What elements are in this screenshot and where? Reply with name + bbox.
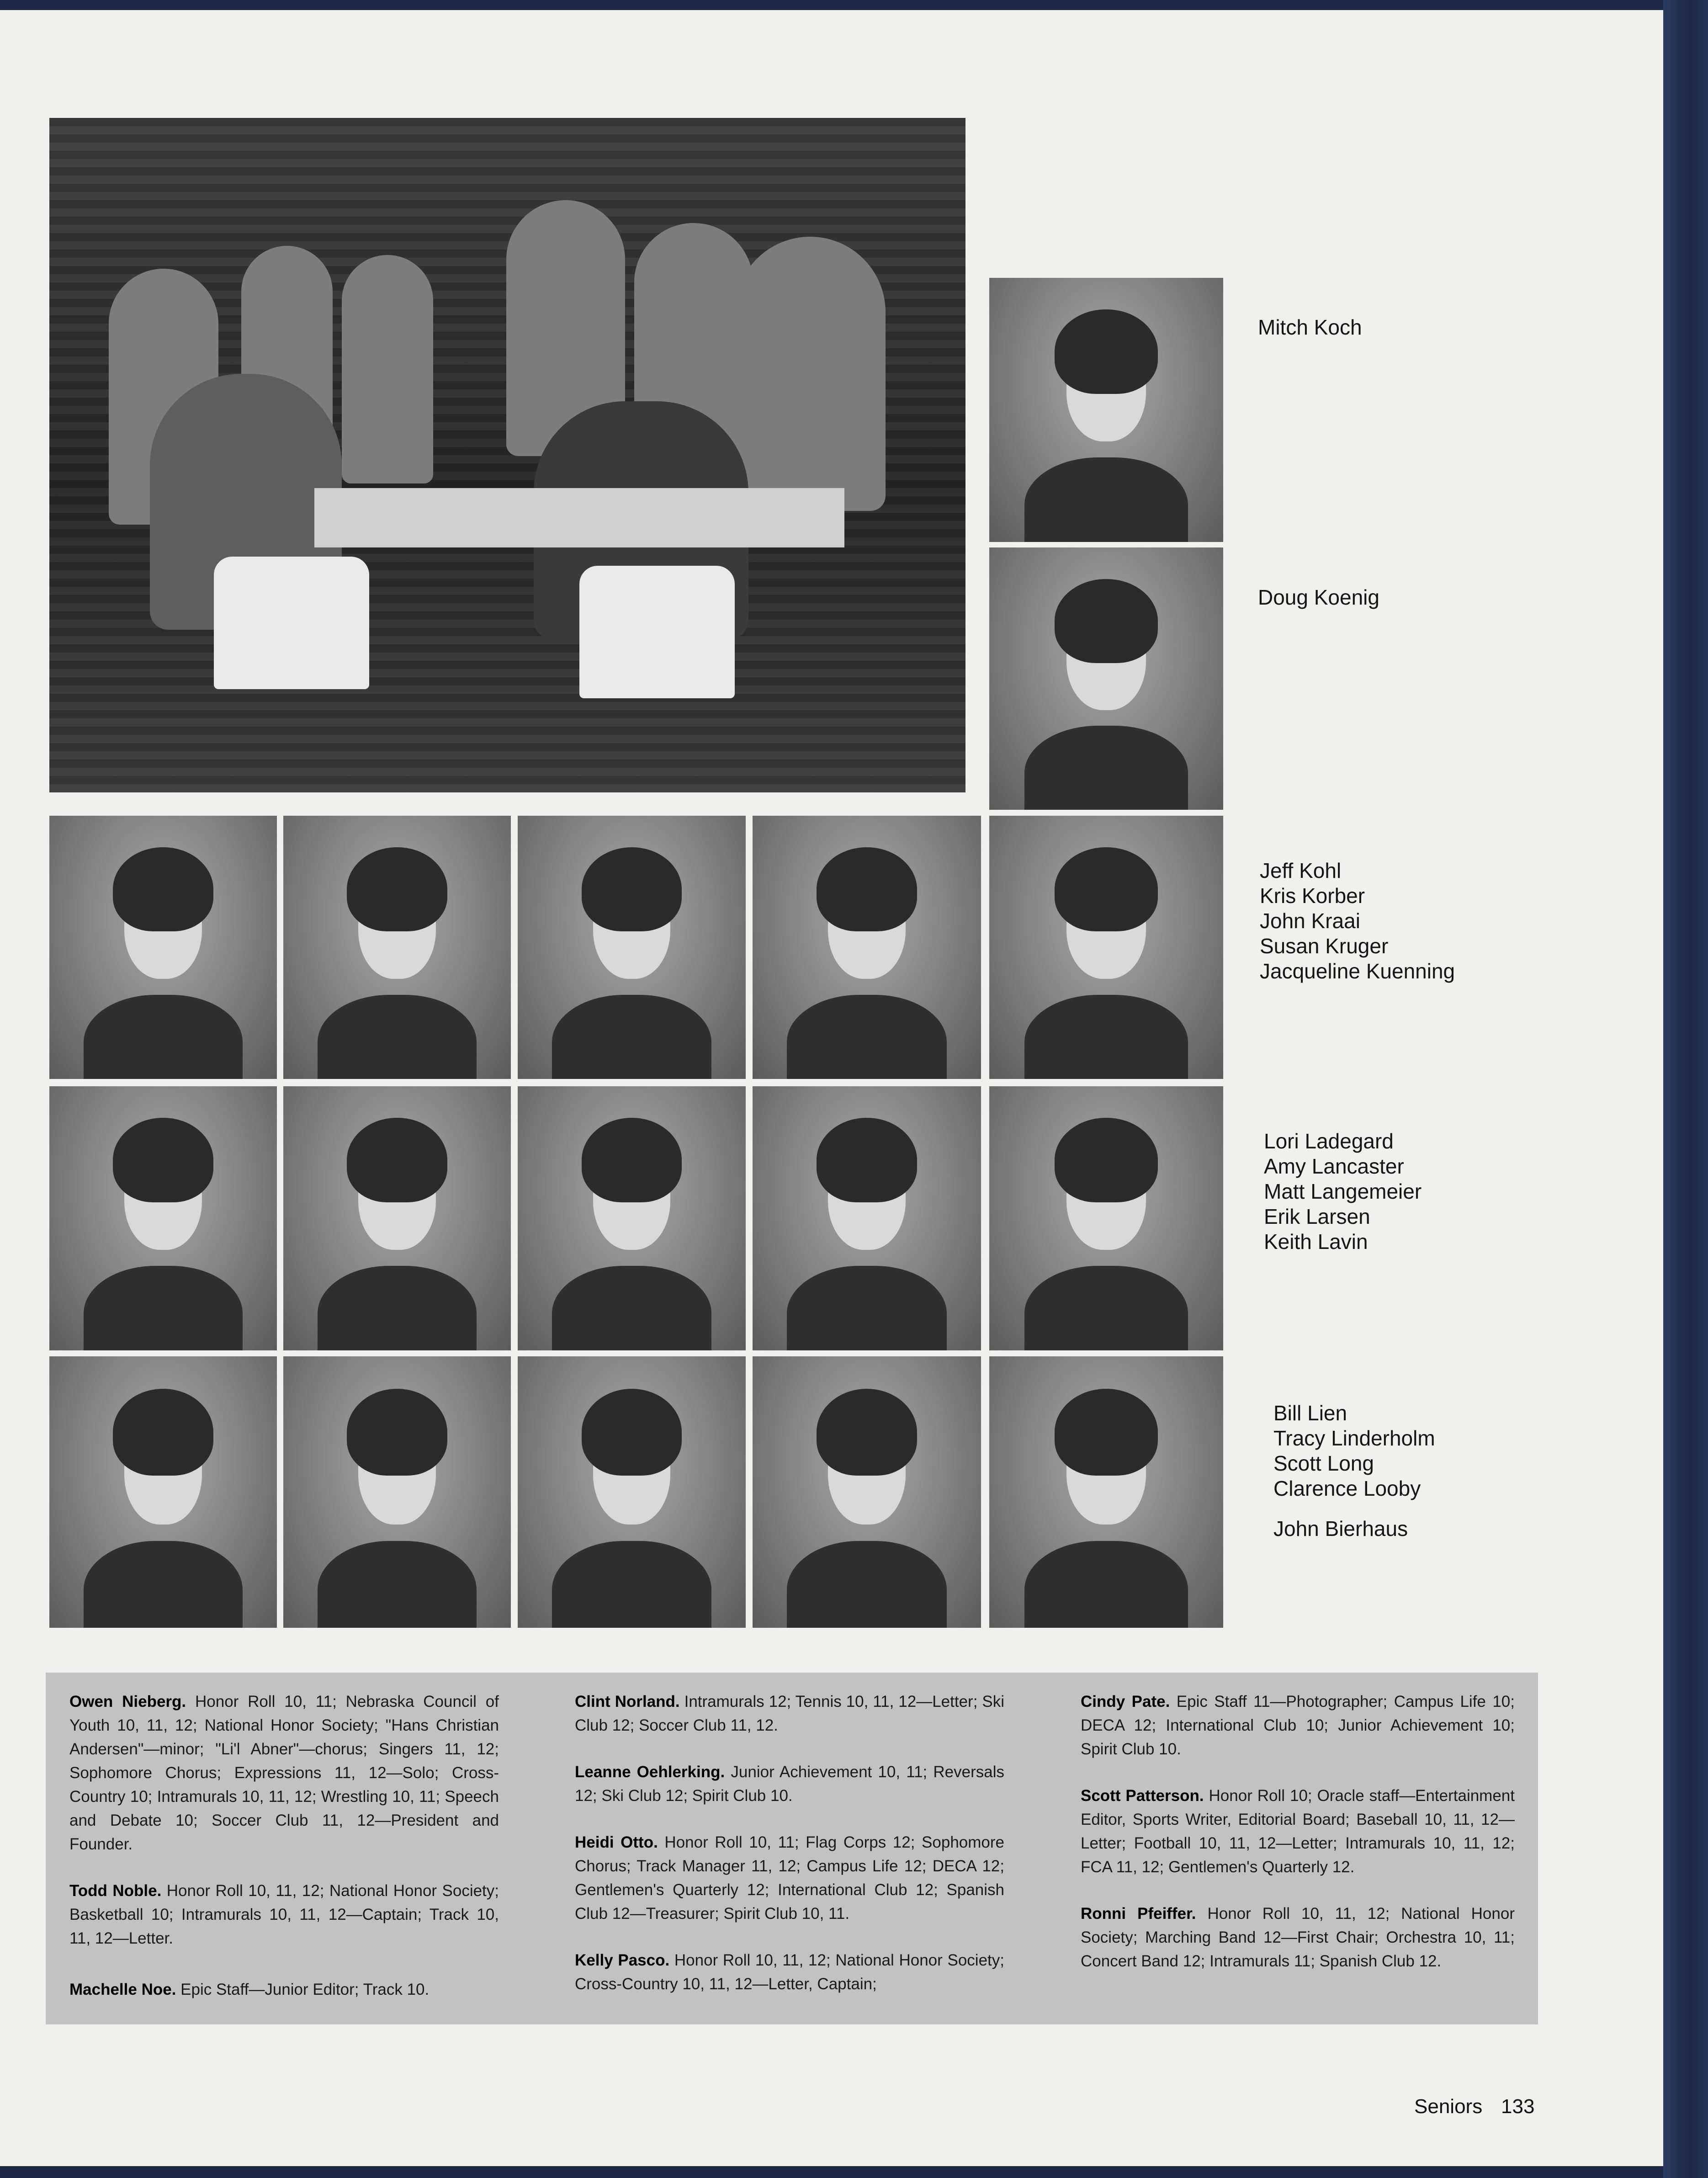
bio-entry [575, 1760, 1004, 1808]
bio-column-1 [69, 1690, 499, 2024]
bio-name: Cindy Pate. [1081, 1693, 1170, 1711]
bio-name: Leanne Oehlerking. [575, 1763, 725, 1781]
portrait-erik-larsen [753, 1086, 981, 1350]
caption-name: Clarence Looby [1273, 1477, 1421, 1500]
bio-text: Honor Roll 10; Oracle staff—Entertainment Editor, Sports Writer, Editorial Board; Baseball 10, 11, 12—Letter; Football 10, 11, 12—Letter; Intramurals 10, 11, 12; FCA 11, 12; Gentlemen's Quarterly 12. [1081, 1787, 1515, 1876]
portrait-scott-long [518, 1356, 746, 1628]
bio-entry [69, 1879, 499, 1950]
bio-entry [575, 1831, 1004, 1926]
portrait-jeff-kohl [49, 816, 277, 1079]
bio-entry [69, 1978, 499, 2002]
caption-name: Scott Long [1273, 1451, 1374, 1475]
bio-entry [1081, 1690, 1515, 1761]
bio-text: Honor Roll 10, 11, 12; National Honor Society; Cross-Country 10, 11, 12—Letter, Captain; [575, 1951, 1004, 1993]
portrait-bill-lien [49, 1356, 277, 1628]
caption-name: Amy Lancaster [1264, 1154, 1404, 1178]
caption-name: Bill Lien [1273, 1401, 1347, 1425]
bio-entry [575, 1690, 1004, 1737]
portrait-tracy-linderholm [283, 1356, 511, 1628]
portrait-amy-lancaster [283, 1086, 511, 1350]
book-spine-edge [1663, 0, 1708, 2178]
scan-edge-bottom [0, 2166, 1663, 2178]
scan-edge-top [0, 0, 1663, 10]
caption-row-3 [1273, 1401, 1435, 1501]
portrait-doug-koenig [989, 547, 1223, 810]
portrait-mitch-koch [989, 278, 1223, 542]
bio-text: Epic Staff—Junior Editor; Track 10. [180, 1981, 430, 1998]
group-photo [49, 118, 965, 792]
portrait-keith-lavin [989, 1086, 1223, 1350]
portrait-lori-ladegard [49, 1086, 277, 1350]
bio-name: Scott Patterson. [1081, 1787, 1204, 1805]
caption-name: Kris Korber [1260, 884, 1365, 908]
portrait-john-kraai [518, 816, 746, 1079]
senior-bios-box [46, 1673, 1538, 2024]
caption-name: Erik Larsen [1264, 1205, 1370, 1228]
bio-text: Honor Roll 10, 11; Nebraska Council of Youth 10, 11, 12; National Honor Society; "Hans Christian Andersen"—minor; "Li'l Abner"—chorus; Singers 11, 12; Sophomore Chorus; Expressions 11, 12—Solo; Cross-Country 10; Intramurals 10, 11, 12; Wrestling 10, 11; Speech and Debate 10; Soccer Club 11, 12—President and Founder. [69, 1693, 499, 1853]
caption-name: Tracy Linderholm [1273, 1426, 1435, 1450]
caption-mitch-koch: Mitch Koch [1258, 315, 1362, 339]
bio-text: Honor Roll 10, 11, 12; National Honor Society; Basketball 10; Intramurals 10, 11, 12—Captain; Track 10, 11, 12—Letter. [69, 1882, 499, 1947]
bio-text: Intramurals 12; Tennis 10, 11, 12—Letter; Ski Club 12; Soccer Club 11, 12. [575, 1693, 1004, 1734]
bio-name: Machelle Noe. [69, 1981, 176, 1998]
portrait-jacqueline-kuenning [989, 816, 1223, 1079]
portrait-kris-korber [283, 816, 511, 1079]
bio-entry [575, 1949, 1004, 1996]
caption-name: Keith Lavin [1264, 1230, 1368, 1254]
bio-name: Owen Nieberg. [69, 1693, 186, 1711]
footer-section-label: Seniors [1414, 2095, 1483, 2118]
caption-name: Jeff Kohl [1260, 859, 1342, 882]
caption-row-1 [1260, 858, 1455, 984]
bio-name: Todd Noble. [69, 1882, 162, 1900]
caption-john-bierhaus: John Bierhaus [1273, 1517, 1408, 1541]
bio-column-3 [1081, 1690, 1515, 1996]
caption-name: Jacqueline Kuenning [1260, 959, 1455, 983]
portrait-susan-kruger [753, 816, 981, 1079]
caption-name: Lori Ladegard [1264, 1129, 1394, 1153]
caption-name: Susan Kruger [1260, 934, 1389, 958]
portrait-matt-langemeier [518, 1086, 746, 1350]
bio-text: Honor Roll 10, 11, 12; National Honor Society; Marching Band 12—First Chair; Orchestra 10, 11; Concert Band 12; Intramurals 11; Spanish Club 12. [1081, 1905, 1515, 1970]
portrait-john-bierhaus [989, 1356, 1223, 1628]
bio-name: Heidi Otto. [575, 1833, 658, 1851]
bio-text: Junior Achievement 10, 11; Reversals 12; Ski Club 12; Spirit Club 10. [575, 1763, 1005, 1805]
caption-row-2 [1264, 1129, 1422, 1254]
bio-entry [69, 1690, 499, 1856]
bio-column-2 [575, 1690, 1004, 2019]
bio-entry [1081, 1902, 1515, 1973]
bio-entry [1081, 1784, 1515, 1879]
bio-name: Ronni Pfeiffer. [1081, 1905, 1196, 1923]
caption-name: Matt Langemeier [1264, 1179, 1422, 1203]
bio-name: Kelly Pasco. [575, 1951, 670, 1969]
portrait-clarence-looby [753, 1356, 981, 1628]
bio-name: Clint Norland. [575, 1693, 680, 1711]
caption-name: John Kraai [1260, 909, 1360, 933]
bio-text: Honor Roll 10, 11; Flag Corps 12; Sophomore Chorus; Track Manager 11, 12; Campus Life 12; DECA 12; Gentlemen's Quarterly 12; International Club 12; Spanish Club 12—Treasurer; Spirit Club 10, 11. [575, 1833, 1004, 1923]
caption-doug-koenig: Doug Koenig [1258, 585, 1379, 609]
footer-page-number: 133 [1501, 2095, 1535, 2118]
bio-text: Epic Staff 11—Photographer; Campus Life 10; DECA 12; International Club 10; Junior Achievement 10; Spirit Club 10. [1081, 1693, 1515, 1758]
